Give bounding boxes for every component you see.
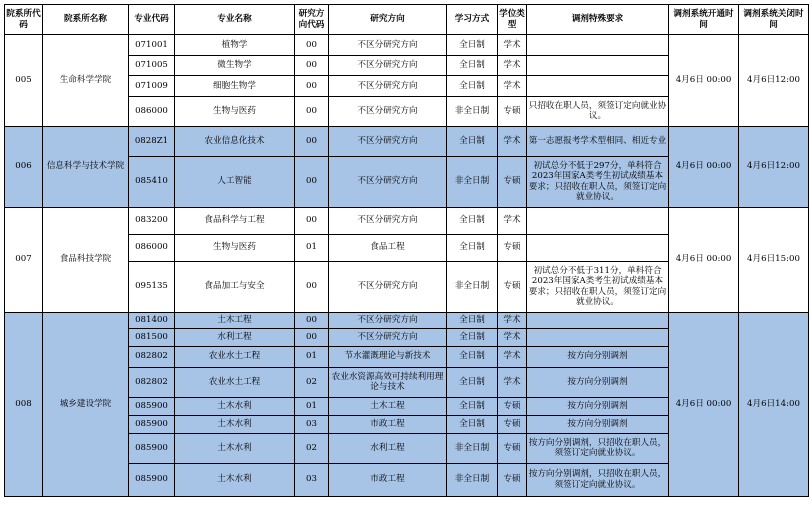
major-name-cell: 农业水土工程 (175, 367, 295, 397)
dept-code-cell: 007 (5, 207, 43, 312)
direction-cell: 市政工程 (329, 415, 447, 433)
requirements-cell (527, 76, 669, 97)
major-code-cell: 071001 (129, 35, 175, 56)
major-code-cell: 085900 (129, 463, 175, 496)
requirements-cell (527, 35, 669, 56)
major-code-cell: 085900 (129, 433, 175, 463)
open-time-cell: 4月6日 00:00 (669, 207, 739, 312)
degree-type-cell: 学术 (498, 207, 527, 234)
requirements-cell (527, 312, 669, 328)
direction-cell: 不区分研究方向 (329, 55, 447, 76)
close-time-cell: 4月6日15:00 (739, 207, 809, 312)
degree-type-cell: 学术 (498, 35, 527, 56)
major-code-cell: 0828Z1 (129, 126, 175, 156)
header-direction-code: 研究方向代码 (295, 5, 329, 35)
direction-code-cell: 02 (295, 433, 329, 463)
major-name-cell: 生物与医药 (175, 96, 295, 126)
major-code-cell: 085900 (129, 397, 175, 415)
table-row (5, 35, 809, 56)
degree-type-cell: 专硕 (498, 433, 527, 463)
direction-cell: 农业水资源高效可持续利用理论与技术 (329, 367, 447, 397)
degree-type-cell: 学术 (498, 55, 527, 76)
direction-cell: 不区分研究方向 (329, 156, 447, 207)
dept-code-cell: 006 (5, 126, 43, 207)
major-code-cell: 071009 (129, 76, 175, 97)
direction-code-cell: 00 (295, 328, 329, 346)
study-mode-cell: 非全日制 (447, 433, 498, 463)
study-mode-cell: 全日制 (447, 126, 498, 156)
major-code-cell: 082802 (129, 346, 175, 367)
requirements-cell (527, 328, 669, 346)
open-time-cell: 4月6日 00:00 (669, 312, 739, 496)
major-name-cell: 土木水利 (175, 463, 295, 496)
requirements-cell: 按方向分别调剂 (527, 367, 669, 397)
dept-code-cell: 005 (5, 35, 43, 127)
study-mode-cell: 全日制 (447, 55, 498, 76)
major-name-cell: 食品加工与安全 (175, 261, 295, 312)
study-mode-cell: 全日制 (447, 76, 498, 97)
degree-type-cell: 专硕 (498, 415, 527, 433)
major-code-cell: 086000 (129, 96, 175, 126)
requirements-cell: 第一志愿报考学术型相同、相近专业 (527, 126, 669, 156)
direction-code-cell: 00 (295, 207, 329, 234)
header-open-time: 调剂系统开通时间 (669, 5, 739, 35)
direction-code-cell: 00 (295, 261, 329, 312)
requirements-cell: 只招收在职人员，须签订定向就业协议。 (527, 96, 669, 126)
direction-cell: 不区分研究方向 (329, 207, 447, 234)
header-dept-code: 院系所代码 (5, 5, 43, 35)
major-name-cell: 人工智能 (175, 156, 295, 207)
direction-code-cell: 00 (295, 156, 329, 207)
dept-name-cell: 食品科技学院 (43, 207, 129, 312)
requirements-cell: 按方向分别调剂，只招收在职人员，须签订定向就业协议。 (527, 433, 669, 463)
direction-code-cell: 00 (295, 55, 329, 76)
major-name-cell: 农业信息化技术 (175, 126, 295, 156)
study-mode-cell: 全日制 (447, 367, 498, 397)
direction-code-cell: 01 (295, 234, 329, 261)
major-name-cell: 农业水土工程 (175, 346, 295, 367)
open-time-cell: 4月6日 00:00 (669, 126, 739, 207)
major-name-cell: 细胞生物学 (175, 76, 295, 97)
degree-type-cell: 学术 (498, 346, 527, 367)
direction-code-cell: 00 (295, 312, 329, 328)
study-mode-cell: 非全日制 (447, 463, 498, 496)
requirements-cell: 按方向分别调剂，只招收在职人员，须签订定向就业协议。 (527, 463, 669, 496)
dept-name-cell: 信息科学与技术学院 (43, 126, 129, 207)
study-mode-cell: 全日制 (447, 397, 498, 415)
dept-name-cell: 生命科学学院 (43, 35, 129, 127)
direction-code-cell: 00 (295, 76, 329, 97)
requirements-cell (527, 207, 669, 234)
degree-type-cell: 学术 (498, 367, 527, 397)
close-time-cell: 4月6日14:00 (739, 312, 809, 496)
direction-cell: 不区分研究方向 (329, 261, 447, 312)
table-row (5, 207, 809, 234)
header-study-mode: 学习方式 (447, 5, 498, 35)
study-mode-cell: 非全日制 (447, 96, 498, 126)
degree-type-cell: 专硕 (498, 234, 527, 261)
degree-type-cell: 专硕 (498, 261, 527, 312)
major-name-cell: 水利工程 (175, 328, 295, 346)
direction-cell: 不区分研究方向 (329, 35, 447, 56)
major-name-cell: 土木水利 (175, 433, 295, 463)
requirements-cell (527, 234, 669, 261)
requirements-cell: 按方向分别调剂 (527, 415, 669, 433)
direction-cell: 市政工程 (329, 463, 447, 496)
direction-code-cell: 01 (295, 397, 329, 415)
major-code-cell: 085900 (129, 415, 175, 433)
degree-type-cell: 学术 (498, 126, 527, 156)
study-mode-cell: 全日制 (447, 312, 498, 328)
major-code-cell: 071005 (129, 55, 175, 76)
study-mode-cell: 全日制 (447, 346, 498, 367)
direction-code-cell: 00 (295, 35, 329, 56)
major-name-cell: 植物学 (175, 35, 295, 56)
direction-code-cell: 03 (295, 463, 329, 496)
header-close-time: 调剂系统关闭时间 (739, 5, 809, 35)
degree-type-cell: 专硕 (498, 96, 527, 126)
study-mode-cell: 全日制 (447, 35, 498, 56)
table-row (5, 312, 809, 328)
major-code-cell: 082802 (129, 367, 175, 397)
direction-code-cell: 00 (295, 96, 329, 126)
requirements-cell: 初试总分不低于297分，单科符合2023年国家A类考生初试成绩基本要求；只招收在职人员，须签订定向就业协议。 (527, 156, 669, 207)
direction-code-cell: 03 (295, 415, 329, 433)
study-mode-cell: 全日制 (447, 328, 498, 346)
major-name-cell: 食品科学与工程 (175, 207, 295, 234)
dept-name-cell: 城乡建设学院 (43, 312, 129, 496)
requirements-cell: 按方向分别调剂 (527, 346, 669, 367)
degree-type-cell: 学术 (498, 328, 527, 346)
direction-cell: 土木工程 (329, 397, 447, 415)
major-code-cell: 081500 (129, 328, 175, 346)
study-mode-cell: 全日制 (447, 234, 498, 261)
degree-type-cell: 专硕 (498, 156, 527, 207)
major-code-cell: 095135 (129, 261, 175, 312)
header-dept-name: 院系所名称 (43, 5, 129, 35)
direction-cell: 不区分研究方向 (329, 328, 447, 346)
degree-type-cell: 学术 (498, 312, 527, 328)
direction-code-cell: 01 (295, 346, 329, 367)
direction-cell: 水利工程 (329, 433, 447, 463)
requirements-cell: 按方向分别调剂 (527, 397, 669, 415)
direction-cell: 不区分研究方向 (329, 96, 447, 126)
direction-cell: 不区分研究方向 (329, 126, 447, 156)
open-time-cell: 4月6日 00:00 (669, 35, 739, 127)
major-name-cell: 微生物学 (175, 55, 295, 76)
direction-cell: 节水灌溉理论与新技术 (329, 346, 447, 367)
major-name-cell: 土木工程 (175, 312, 295, 328)
major-code-cell: 086000 (129, 234, 175, 261)
major-name-cell: 土木水利 (175, 415, 295, 433)
major-name-cell: 土木水利 (175, 397, 295, 415)
degree-type-cell: 专硕 (498, 463, 527, 496)
header-major-name: 专业名称 (175, 5, 295, 35)
direction-code-cell: 00 (295, 126, 329, 156)
major-code-cell: 081400 (129, 312, 175, 328)
requirements-cell: 初试总分不低于311分，单科符合2023年国家A类考生初试成绩基本要求；只招收在职人员，须签订定向就业协议。 (527, 261, 669, 312)
direction-code-cell: 02 (295, 367, 329, 397)
close-time-cell: 4月6日12:00 (739, 126, 809, 207)
study-mode-cell: 非全日制 (447, 261, 498, 312)
direction-cell: 不区分研究方向 (329, 76, 447, 97)
direction-cell: 食品工程 (329, 234, 447, 261)
header-major-code: 专业代码 (129, 5, 175, 35)
table-row (5, 126, 809, 156)
major-code-cell: 085410 (129, 156, 175, 207)
close-time-cell: 4月6日12:00 (739, 35, 809, 127)
adjustment-table (4, 4, 809, 497)
degree-type-cell: 专硕 (498, 397, 527, 415)
study-mode-cell: 非全日制 (447, 156, 498, 207)
header-degree-type: 学位类型 (498, 5, 527, 35)
header-direction: 研究方向 (329, 5, 447, 35)
header-row (5, 5, 809, 35)
major-code-cell: 083200 (129, 207, 175, 234)
major-name-cell: 生物与医药 (175, 234, 295, 261)
dept-code-cell: 008 (5, 312, 43, 496)
table-body (5, 35, 809, 497)
direction-cell: 不区分研究方向 (329, 312, 447, 328)
study-mode-cell: 全日制 (447, 207, 498, 234)
degree-type-cell: 学术 (498, 76, 527, 97)
header-special-requirements: 调剂特殊要求 (527, 5, 669, 35)
study-mode-cell: 全日制 (447, 415, 498, 433)
requirements-cell (527, 55, 669, 76)
